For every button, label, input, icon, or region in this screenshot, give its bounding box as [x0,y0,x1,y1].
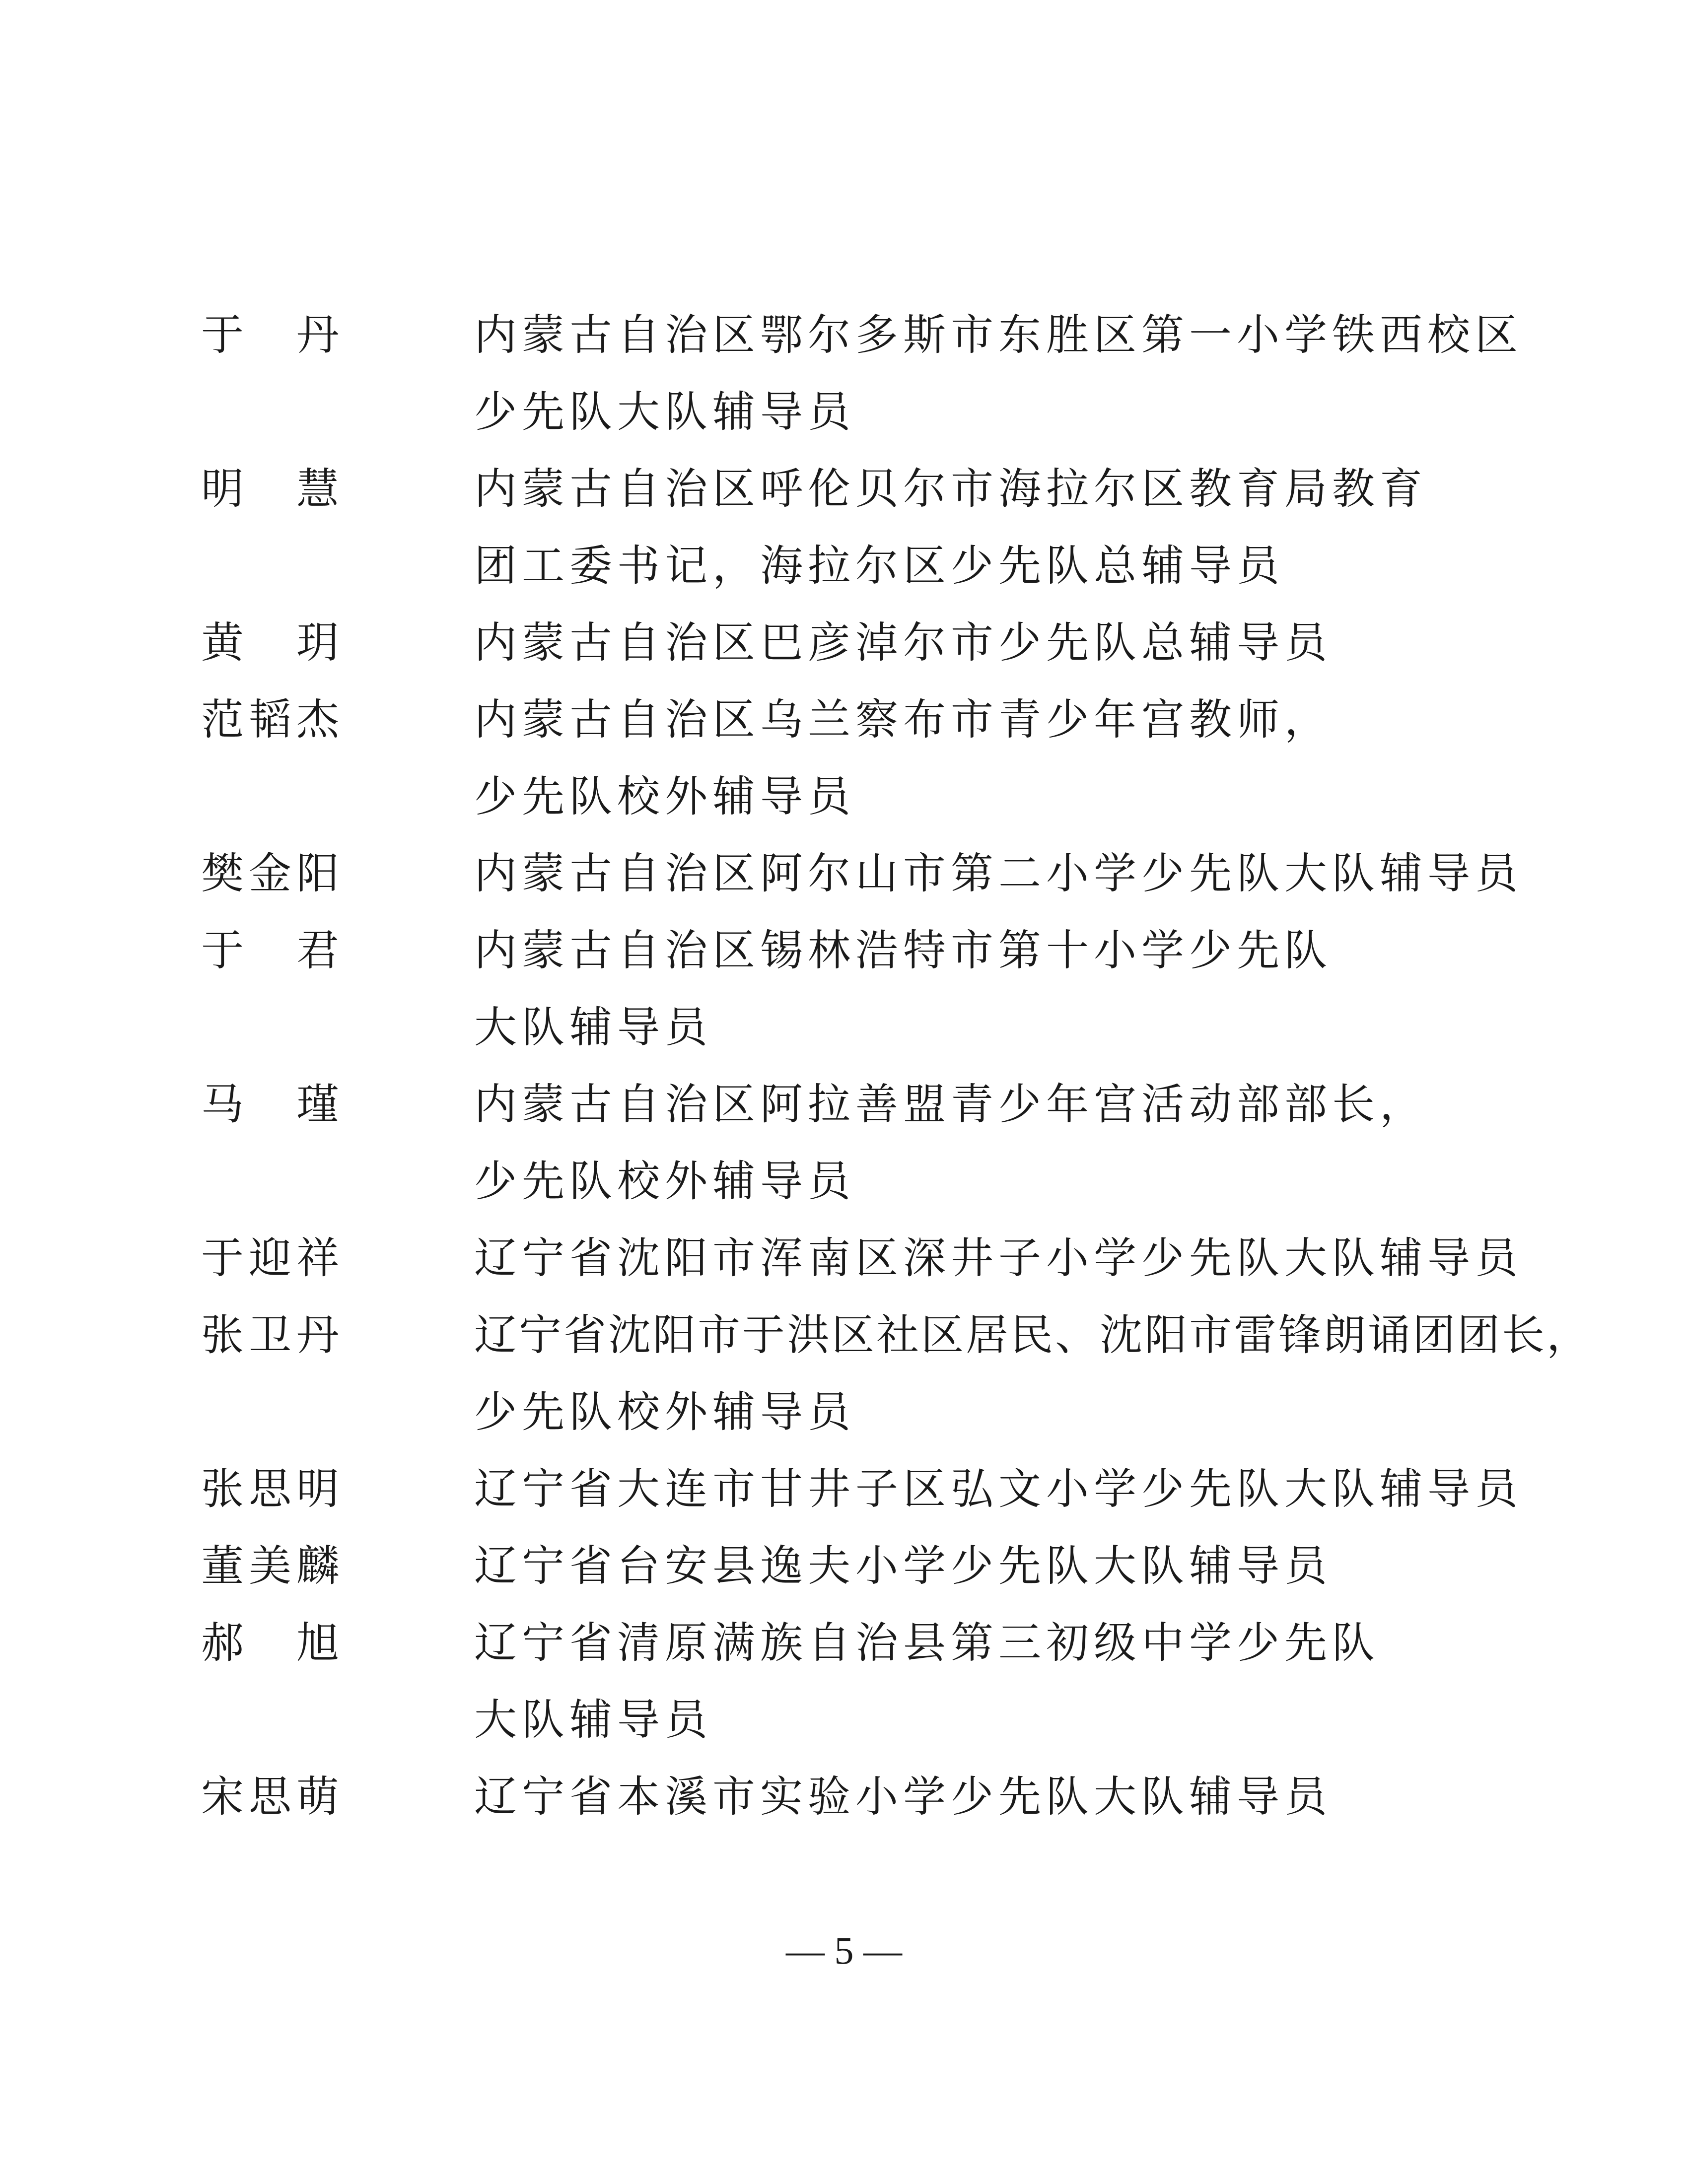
entry-name: 董美麟 [201,1541,344,1591]
entry-description-line: 内蒙古自治区乌兰察布市青少年宫教师， [474,695,1332,745]
entry-description-line: 内蒙古自治区呼伦贝尔市海拉尔区教育局教育 [474,464,1427,514]
entry-name: 宋思萌 [201,1772,344,1822]
entry-description-line: 辽宁省清原满族自治县第三初级中学少先队 [474,1618,1380,1668]
entry-name: 郝 旭 [201,1618,344,1668]
entry-name: 明 慧 [201,464,344,514]
entry-description-line: 少先队校外辅导员 [474,1157,855,1206]
entry-name: 于 丹 [201,310,344,360]
entry-name: 于迎祥 [201,1233,344,1283]
entry-name: 樊金阳 [201,849,344,898]
page-number: — 5 — [786,1929,902,1972]
entry-name: 黄 玥 [201,618,344,668]
entry-description-line: 辽宁省沈阳市浑南区深井子小学少先队大队辅导员 [474,1233,1523,1283]
entry-description-line: 内蒙古自治区阿拉善盟青少年宫活动部部长， [474,1080,1427,1129]
entry-description-line: 内蒙古自治区阿尔山市第二小学少先队大队辅导员 [474,849,1523,898]
entry-name: 于 君 [201,926,344,975]
entry-description-line: 大队辅导员 [474,1695,712,1745]
entry-description-line: 辽宁省本溪市实验小学少先队大队辅导员 [474,1772,1332,1822]
entry-name: 马 瑾 [201,1080,344,1129]
entry-description-line: 团工委书记，海拉尔区少先队总辅导员 [474,541,1284,591]
entry-name: 张思明 [201,1464,344,1514]
entry-description-line: 少先队大队辅导员 [474,387,855,437]
entry-description-line: 辽宁省台安县逸夫小学少先队大队辅导员 [474,1541,1332,1591]
entry-description-line: 内蒙古自治区锡林浩特市第十小学少先队 [474,926,1332,975]
entry-name: 张卫丹 [201,1310,344,1360]
entry-description-line: 辽宁省沈阳市于洪区社区居民、沈阳市雷锋朗诵团团长， [474,1310,1591,1360]
entry-description-line: 辽宁省大连市甘井子区弘文小学少先队大队辅导员 [474,1464,1523,1514]
entry-description-line: 内蒙古自治区巴彦淖尔市少先队总辅导员 [474,618,1332,668]
entry-description-line: 少先队校外辅导员 [474,1387,855,1437]
entry-name: 范韬杰 [201,695,344,745]
entry-description-line: 大队辅导员 [474,1003,712,1052]
entry-description-line: 内蒙古自治区鄂尔多斯市东胜区第一小学铁西校区 [474,310,1523,360]
entry-description-line: 少先队校外辅导员 [474,772,855,821]
